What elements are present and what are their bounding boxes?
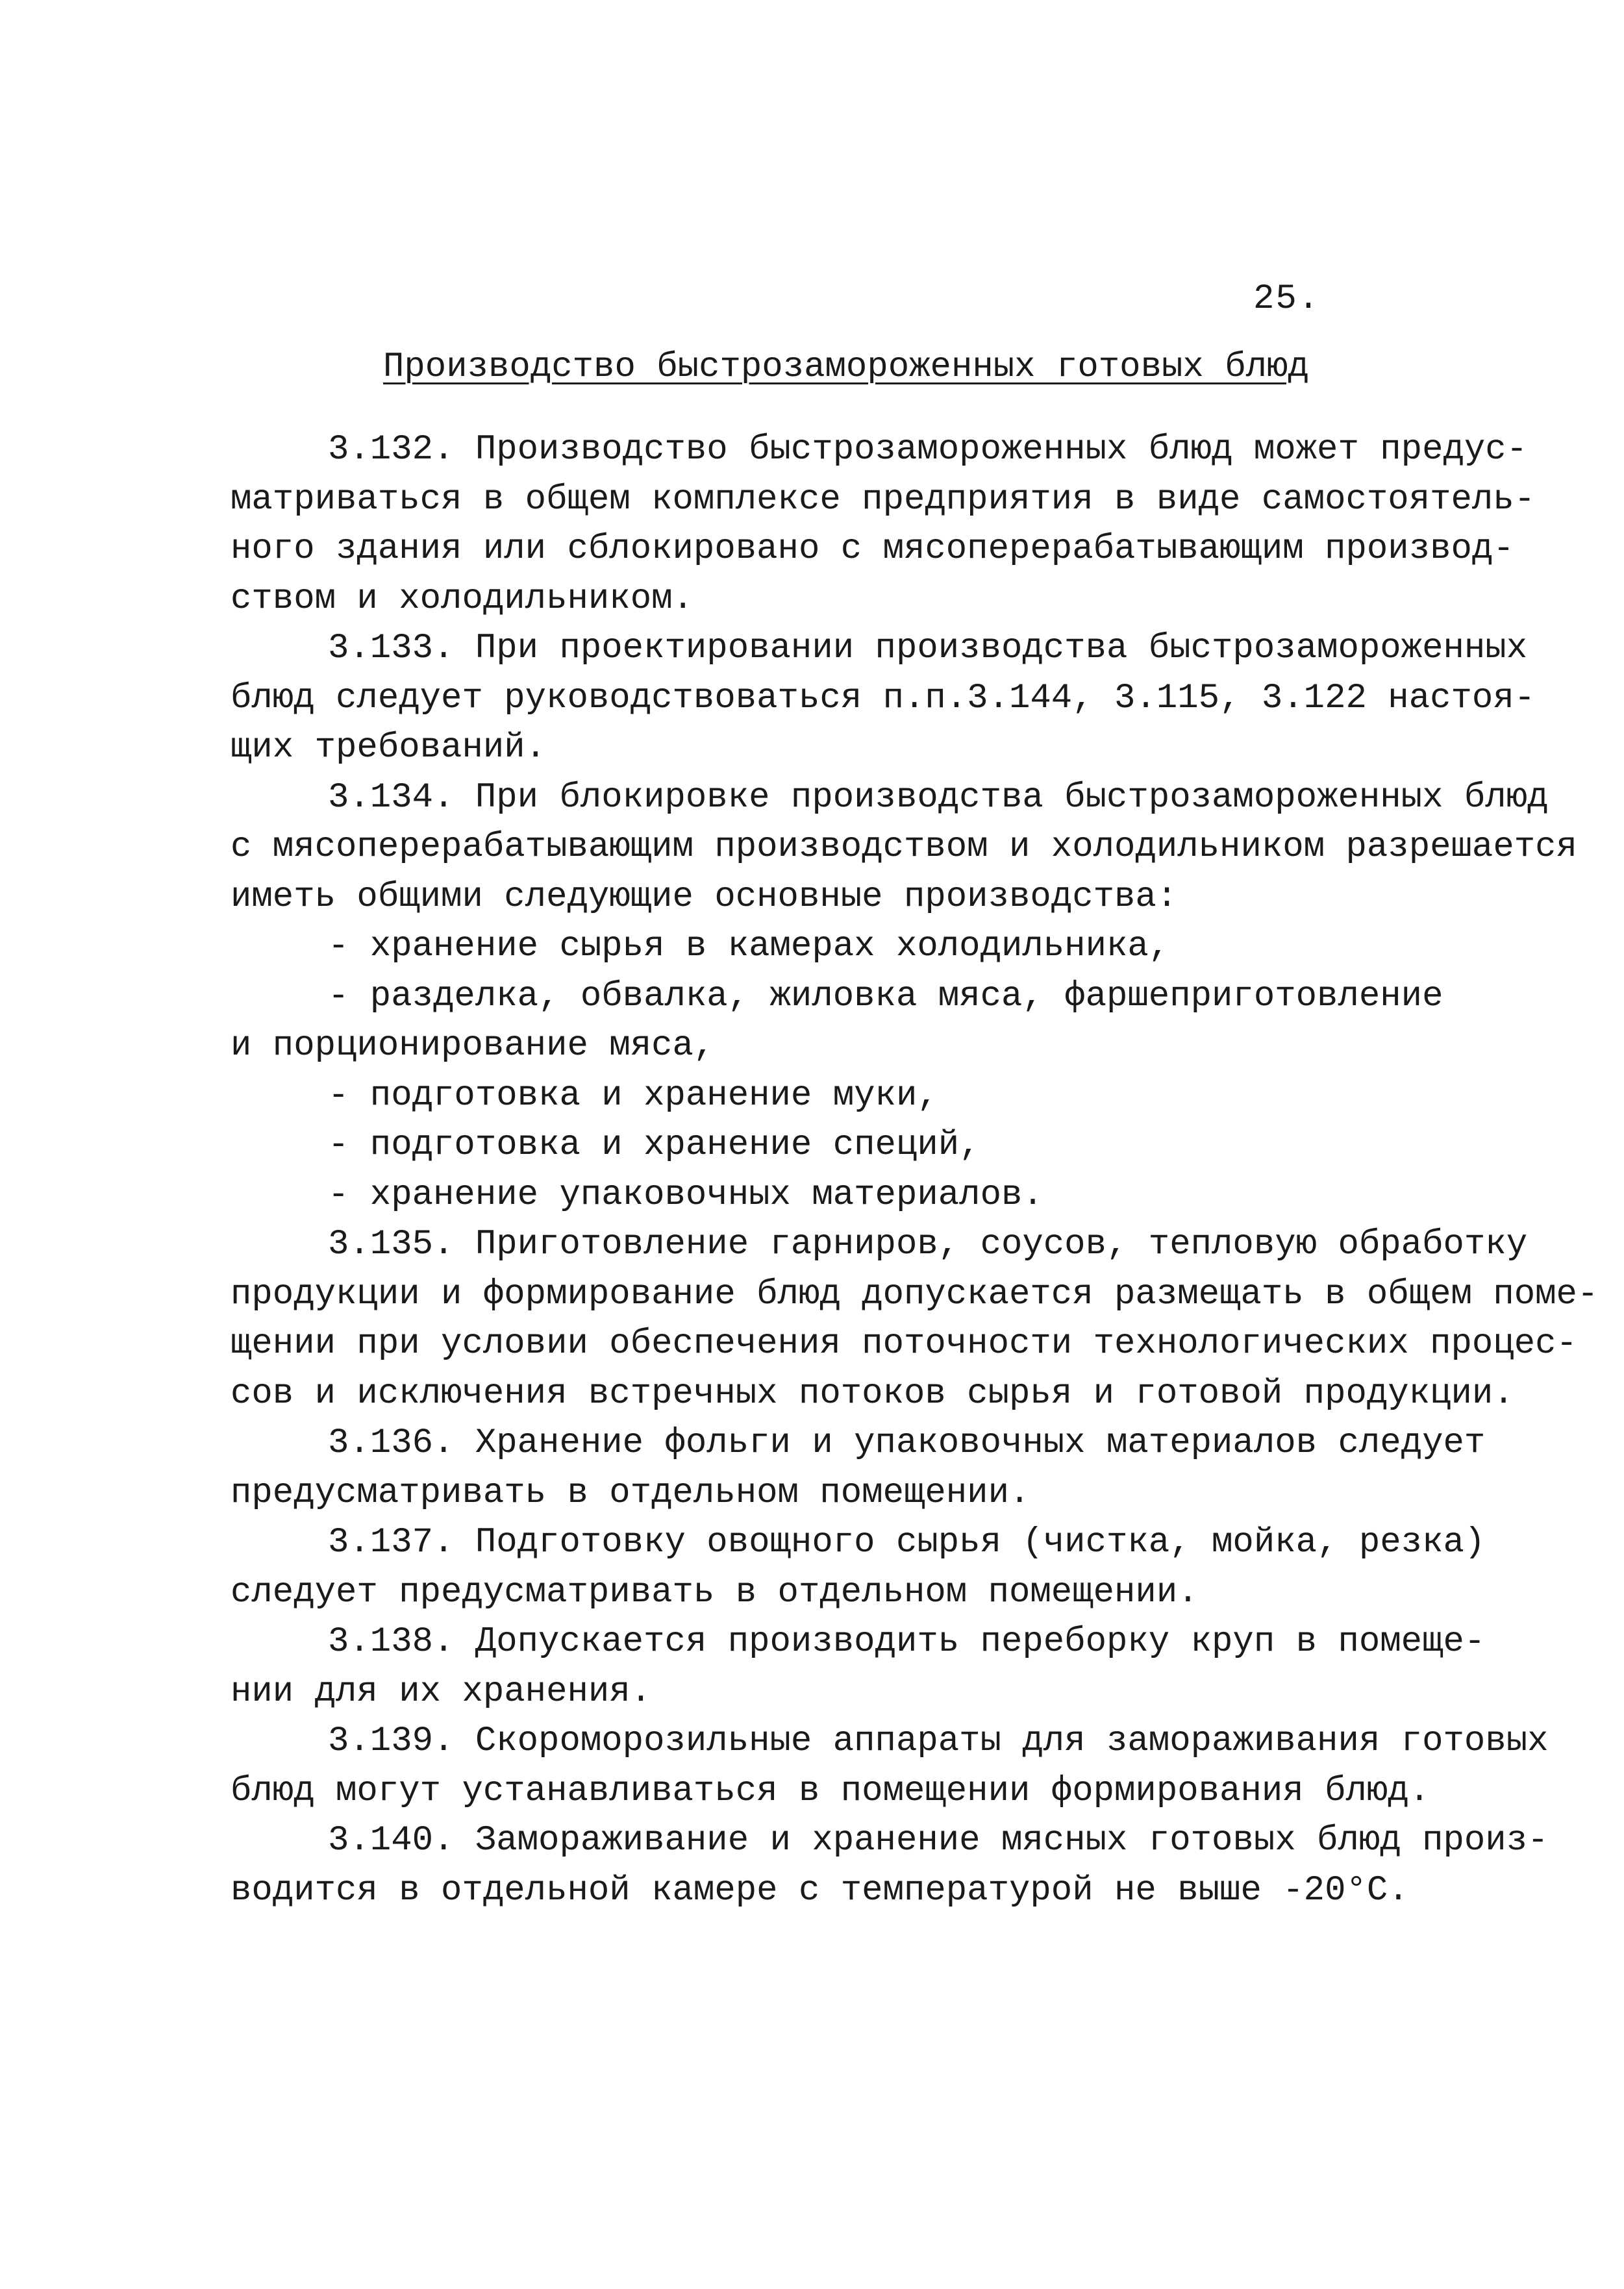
text-line: - подготовка и хранение муки, bbox=[328, 1075, 938, 1116]
text-line: 3.138. Допускается производить переборку круп в помеще- bbox=[328, 1622, 1486, 1662]
text-line: ного здания или сблокировано с мясоперерабатывающим производ- bbox=[231, 529, 1514, 569]
text-line: предусматривать в отдельном помещении. bbox=[231, 1473, 1031, 1513]
text-line: матриваться в общем комплексе предприятия в виде самостоятель- bbox=[231, 479, 1536, 519]
text-line: 3.136. Хранение фольги и упаковочных материалов следует bbox=[328, 1423, 1486, 1463]
text-line: - подготовка и хранение специй, bbox=[328, 1125, 981, 1165]
text-line: 3.133. При проектировании производства быстрозамороженных bbox=[328, 629, 1528, 668]
text-line: - хранение упаковочных материалов. bbox=[328, 1175, 1043, 1215]
text-line: - разделка, обвалка, жиловка мяса, фаршеприготовление bbox=[328, 976, 1443, 1016]
text-line: щих требований. bbox=[231, 728, 547, 768]
text-line: следует предусматривать в отдельном помещении. bbox=[231, 1572, 1199, 1612]
text-line: 3.137. Подготовку овощного сырья (чистка, мойка, резка) bbox=[328, 1523, 1486, 1562]
page-number: 25. bbox=[1253, 279, 1321, 319]
text-line: 3.132. Производство быстрозамороженных блюд может предус- bbox=[328, 430, 1528, 469]
text-line: продукции и формирование блюд допускается размещать в общем поме- bbox=[231, 1274, 1599, 1314]
body-text bbox=[231, 425, 1599, 1916]
text-line: 3.134. При блокировке производства быстрозамороженных блюд bbox=[328, 777, 1549, 818]
text-line: 3.135. Приготовление гарниров, соусов, тепловую обработку bbox=[328, 1225, 1528, 1264]
section-title: Производство быстрозамороженных готовых блюд bbox=[383, 347, 1309, 387]
text-line: нии для их хранения. bbox=[231, 1671, 652, 1712]
text-line: ством и холодильником. bbox=[231, 579, 693, 619]
text-line: сов и исключения встречных потоков сырья и готовой продукции. bbox=[231, 1373, 1514, 1414]
text-line: с мясоперерабатывающим производством и холодильником разрешается bbox=[231, 827, 1577, 867]
text-line: 3.140. Замораживание и хранение мясных готовых блюд произ- bbox=[328, 1821, 1549, 1860]
text-line: водится в отдельной камере с температурой не выше -20°С. bbox=[231, 1870, 1409, 1910]
text-line: блюд могут устанавливаться в помещении формирования блюд. bbox=[231, 1771, 1430, 1811]
text-line: щении при условии обеспечения поточности технологических процес- bbox=[231, 1324, 1577, 1364]
text-line: 3.139. Скороморозильные аппараты для замораживания готовых bbox=[328, 1721, 1549, 1761]
text-line: и порционирование мяса, bbox=[231, 1026, 715, 1066]
text-line: - хранение сырья в камерах холодильника, bbox=[328, 927, 1170, 966]
text-line: иметь общими следующие основные производства: bbox=[231, 877, 1178, 917]
text-line: блюд следует руководствоваться п.п.3.144, 3.115, 3.122 настоя- bbox=[231, 678, 1536, 718]
